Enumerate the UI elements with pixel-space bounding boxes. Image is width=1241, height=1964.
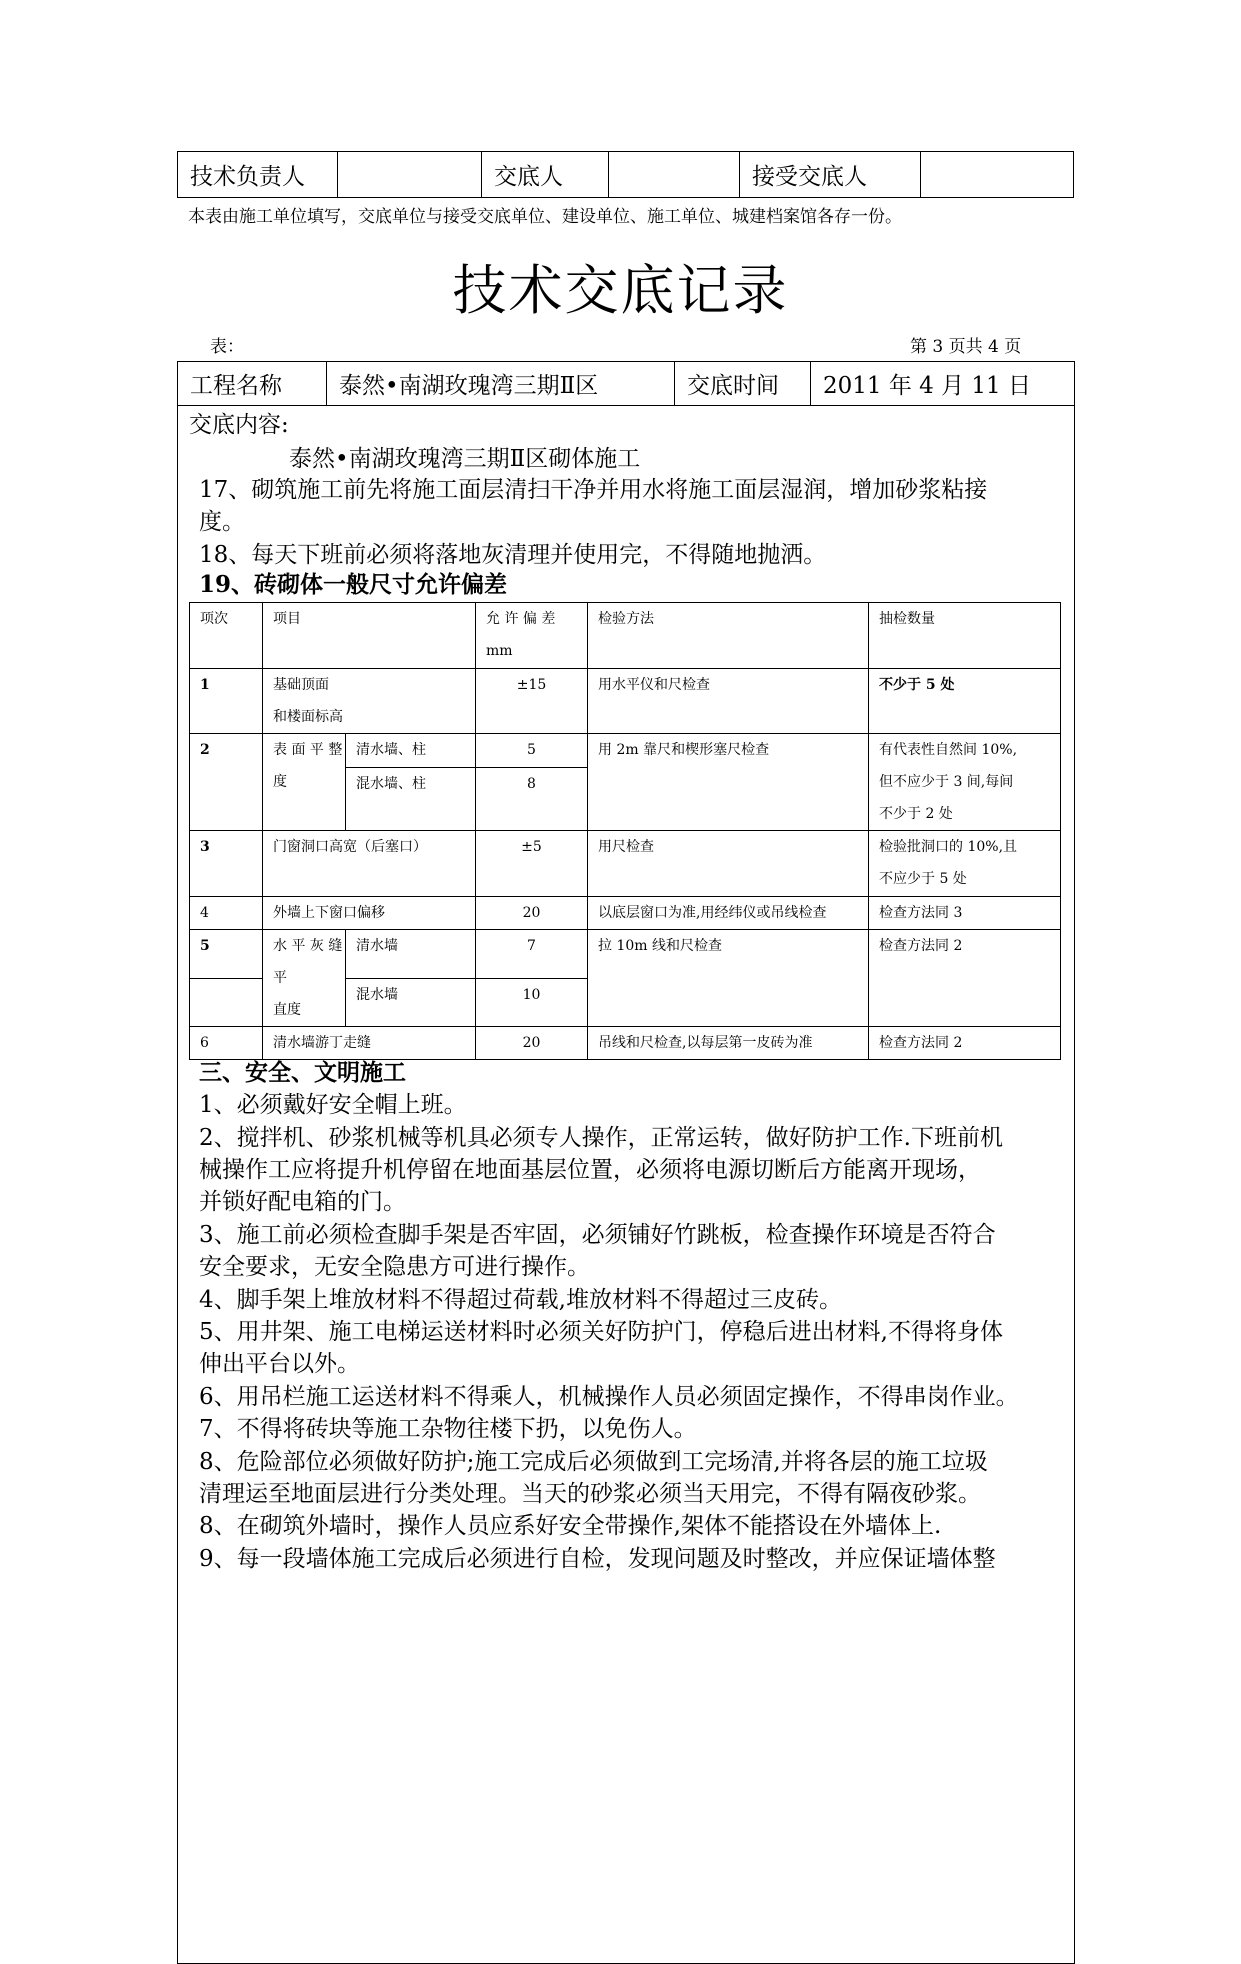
table-row [190, 831, 1061, 897]
row-count-line: 但不应少于 3 间,每间 [879, 774, 1014, 790]
content-subtitle: 泰然•南湖玫瑰湾三期Ⅱ区砌体施工 [289, 446, 641, 472]
archive-note: 本表由施工单位填写，交底单位与接受交底单位、建设单位、施工单位、城建档案馆各存一份。 [188, 207, 902, 227]
item-19-heading: 19、砖砌体一般尺寸允许偏差 [199, 571, 508, 598]
disclosure-time-value: 2011 年 4 月 11 日 [811, 362, 1075, 406]
safety-line: 2、搅拌机、砂浆机械等机具必须专人操作，正常运转，做好防护工作.下班前机 [199, 1125, 1003, 1151]
table-row [190, 897, 1061, 930]
header-no: 项次 [190, 603, 263, 669]
item-18: 18、每天下班前必须将落地灰清理并使用完，不得随地抛洒。 [199, 542, 827, 568]
safety-line: 5、用井架、施工电梯运送材料时必须关好防护门，停稳后进出材料,不得将身体 [199, 1319, 1003, 1345]
row-count: 检查方法同 2 [869, 930, 1061, 1027]
safety-line: 安全要求，无安全隐患方可进行操作。 [199, 1254, 590, 1280]
receiver-label: 接受交底人 [740, 152, 921, 198]
tech-lead-value [338, 152, 482, 198]
row-subitem: 清水墙 [346, 930, 476, 979]
row-item-line: 基础顶面 [273, 677, 329, 693]
row-tolerance: 8 [476, 767, 588, 830]
row-tolerance: 7 [476, 930, 588, 979]
row-method: 用尺检查 [588, 831, 869, 897]
row-item-line: 水 平 灰 缝 平 [273, 938, 343, 986]
row-subitem: 清水墙、柱 [346, 734, 476, 768]
row-no: 5 [190, 930, 263, 979]
project-name-label: 工程名称 [178, 362, 327, 406]
safety-heading: 三、安全、文明施工 [199, 1059, 406, 1086]
row-method: 用水平仪和尺检查 [588, 669, 869, 734]
table-header-row [190, 603, 1061, 669]
row-item: 清水墙游丁走缝 [263, 1027, 476, 1060]
safety-line: 1、必须戴好安全帽上班。 [199, 1092, 467, 1118]
row-count-line: 有代表性自然间 10%, [879, 742, 1018, 758]
tolerance-table [189, 602, 1061, 1060]
safety-line: 并锁好配电箱的门。 [199, 1189, 406, 1215]
safety-line: 8、危险部位必须做好防护;施工完成后必须做到工完场清,并将各层的施工垃圾 [199, 1449, 988, 1475]
receiver-value [921, 152, 1074, 198]
row-item [263, 734, 346, 831]
signature-table [177, 151, 1074, 198]
row-item-line: 和楼面标高 [273, 709, 343, 725]
header-tolerance [476, 603, 588, 669]
table-row [190, 734, 1061, 768]
row-count-line: 不少于 2 处 [879, 806, 953, 822]
row-no: 2 [190, 734, 263, 831]
safety-line: 9、每一段墙体施工完成后必须进行自检，发现问题及时整改，并应保证墙体整 [199, 1546, 996, 1572]
row-count: 检查方法同 3 [869, 897, 1061, 930]
row-method: 吊线和尺检查,以每层第一皮砖为准 [588, 1027, 869, 1060]
row-count: 不少于 5 处 [869, 669, 1061, 734]
row-no-empty [190, 978, 263, 1027]
header-tolerance-a: 允 许 偏 差 [486, 611, 556, 627]
discloser-value [609, 152, 740, 198]
item-17-line-1: 17、砌筑施工前先将施工面层清扫干净并用水将施工面层湿润，增加砂浆粘接 [199, 477, 988, 503]
page-title: 技术交底记录 [452, 259, 789, 322]
page-number: 第 3 页共 4 页 [910, 337, 1022, 357]
row-tolerance: 20 [476, 1027, 588, 1060]
safety-line: 7、不得将砖块等施工杂物往楼下扔，以免伤人。 [199, 1416, 697, 1442]
row-item [263, 669, 476, 734]
row-item-line: 直度 [273, 1002, 301, 1018]
row-no: 6 [190, 1027, 263, 1060]
safety-line: 清理运至地面层进行分类处理。当天的砂浆必须当天用完，不得有隔夜砂浆。 [199, 1481, 981, 1507]
row-tolerance: ±15 [476, 669, 588, 734]
safety-line: 4、脚手架上堆放材料不得超过荷载,堆放材料不得超过三皮砖。 [199, 1287, 842, 1313]
header-count: 抽检数量 [869, 603, 1061, 669]
safety-line: 械操作工应将提升机停留在地面基层位置，必须将电源切断后方能离开现场， [199, 1157, 981, 1183]
header-method: 检验方法 [588, 603, 869, 669]
row-method: 拉 10m 线和尺检查 [588, 930, 869, 1027]
discloser-label: 交底人 [482, 152, 609, 198]
safety-line: 8、在砌筑外墙时，操作人员应系好安全带操作,架体不能搭设在外墙体上. [199, 1513, 942, 1539]
table-row [190, 930, 1061, 979]
row-subitem: 混水墙、柱 [346, 767, 476, 830]
row-count [869, 831, 1061, 897]
header-tolerance-unit: mm [486, 643, 513, 659]
row-count-line: 检验批洞口的 10%,且 [879, 839, 1018, 855]
table-row [190, 1027, 1061, 1060]
row-tolerance: 20 [476, 897, 588, 930]
row-subitem: 混水墙 [346, 978, 476, 1027]
row-count: 检查方法同 2 [869, 1027, 1061, 1060]
row-item [263, 930, 346, 1027]
row-tolerance: 5 [476, 734, 588, 768]
safety-line: 6、用吊栏施工运送材料不得乘人，机械操作人员必须固定操作，不得串岗作业。 [199, 1384, 1019, 1410]
row-item-line: 表 面 平 整 [273, 742, 343, 758]
row-tolerance: ±5 [476, 831, 588, 897]
content-label: 交底内容: [189, 412, 289, 438]
safety-line: 伸出平台以外。 [199, 1351, 360, 1377]
project-header-table [177, 361, 1075, 406]
row-tolerance: 10 [476, 978, 588, 1027]
row-item: 门窗洞口高宽（后塞口） [263, 831, 476, 897]
safety-line: 3、施工前必须检查脚手架是否牢固，必须铺好竹跳板，检查操作环境是否符合 [199, 1222, 996, 1248]
row-method: 以底层窗口为准,用经纬仪或吊线检查 [588, 897, 869, 930]
row-item-line: 度 [273, 774, 287, 790]
item-17-line-2: 度。 [199, 509, 245, 535]
row-no: 1 [190, 669, 263, 734]
row-method: 用 2m 靠尺和楔形塞尺检查 [588, 734, 869, 831]
form-label: 表： [210, 337, 244, 357]
row-item: 外墙上下窗口偏移 [263, 897, 476, 930]
header-item: 项目 [263, 603, 476, 669]
table-row [190, 669, 1061, 734]
row-no: 4 [190, 897, 263, 930]
disclosure-time-label: 交底时间 [675, 362, 811, 406]
row-no: 3 [190, 831, 263, 897]
row-count-line: 不应少于 5 处 [879, 871, 967, 887]
tech-lead-label: 技术负责人 [178, 152, 338, 198]
row-count [869, 734, 1061, 831]
project-name-value: 泰然•南湖玫瑰湾三期Ⅱ区 [327, 362, 675, 406]
